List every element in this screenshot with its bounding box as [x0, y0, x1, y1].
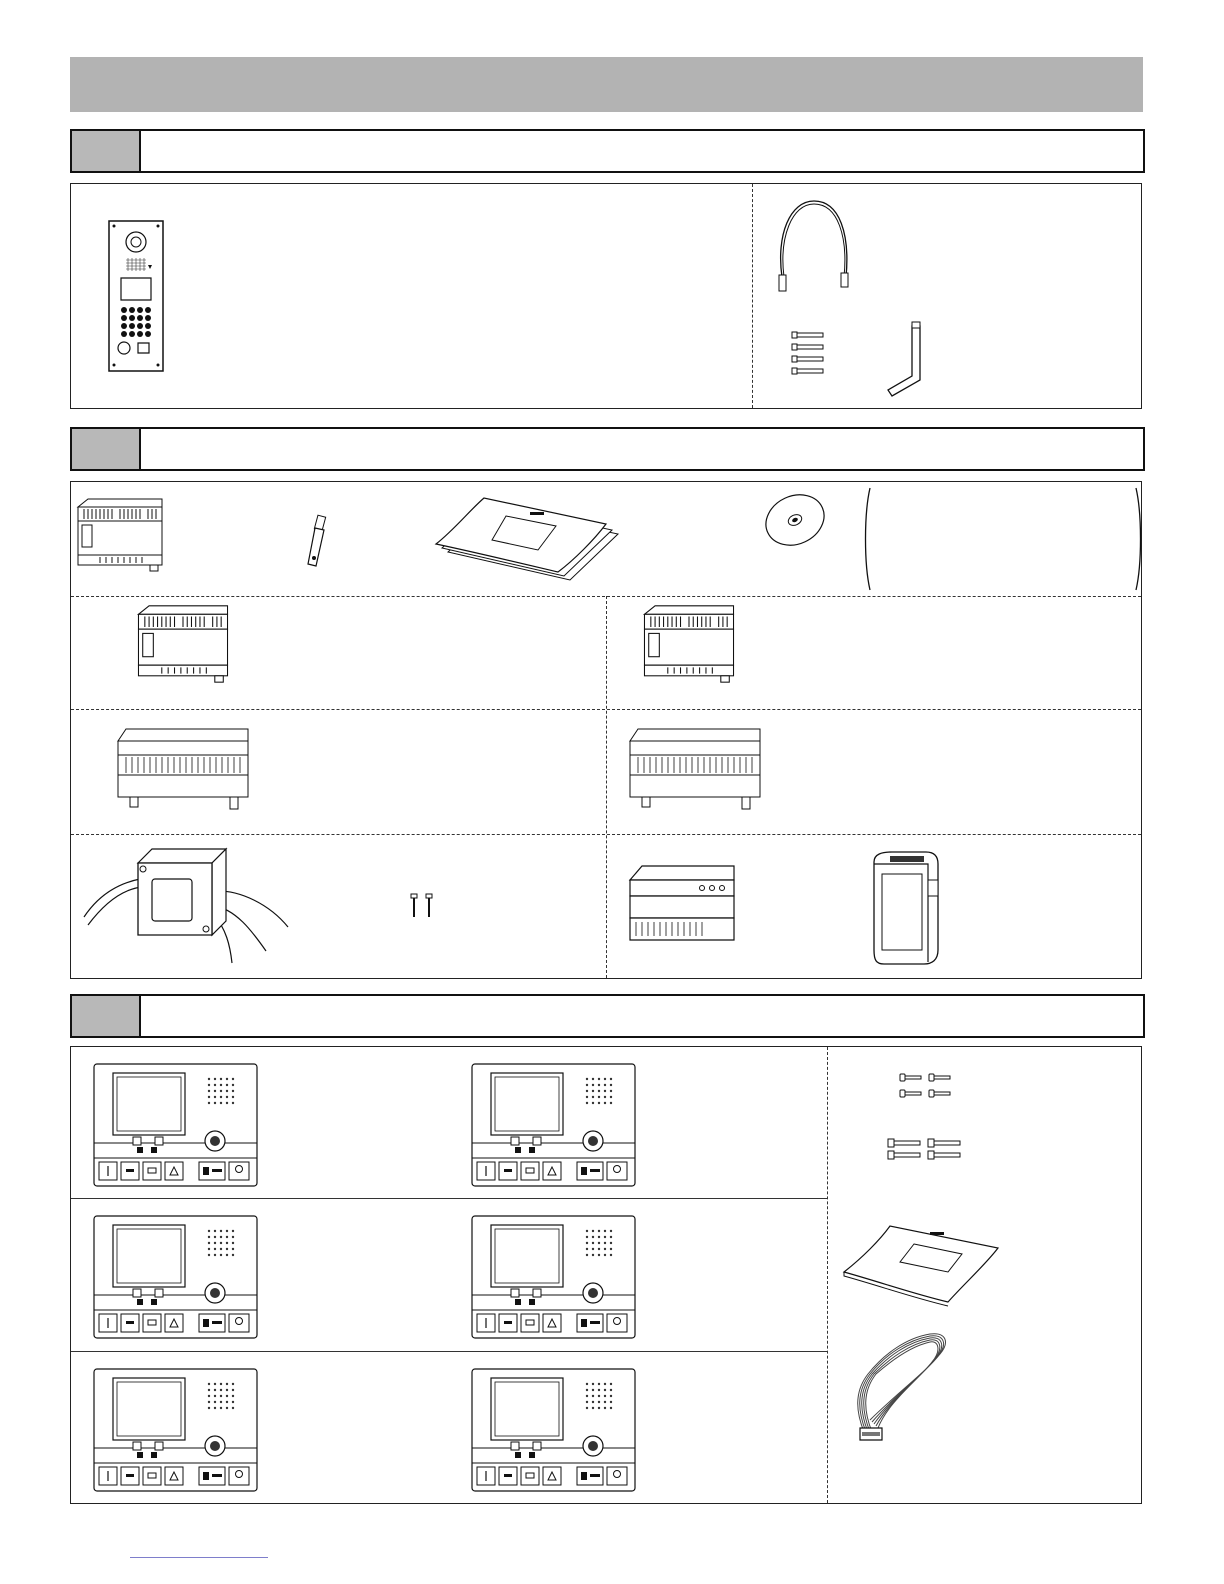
- section-number-tab: [72, 429, 141, 469]
- mounting-screws-illustration: [408, 893, 438, 921]
- control-unit-illustration: [70, 492, 170, 578]
- anchor-screws-illustration: [886, 1137, 964, 1163]
- monitor-manual-illustration: [840, 1222, 1002, 1310]
- distribution-unit-illustration: [620, 720, 770, 820]
- sub-monitor-illustration: [471, 1215, 636, 1340]
- wire-harness-illustration: [846, 1328, 956, 1446]
- door-station-panel: [70, 183, 1142, 409]
- lever-tool-illustration: [300, 514, 332, 568]
- control-unit-illustration: [636, 600, 742, 688]
- cd-rom-illustration: [762, 490, 828, 550]
- control-unit-illustration: [130, 600, 236, 688]
- screws-illustration: [790, 330, 826, 378]
- section-number-tab: [72, 996, 141, 1036]
- page-title-bar: [70, 57, 1143, 112]
- manual-booklet-illustration: [434, 490, 624, 586]
- power-supply-illustration: [624, 858, 740, 950]
- footer-link-underline: [130, 1557, 268, 1558]
- section-header-monitors: [70, 994, 1145, 1038]
- master-monitor-illustration: [471, 1063, 636, 1188]
- sub-monitor-illustration: [93, 1215, 258, 1340]
- coiled-cable-illustration: [770, 195, 860, 295]
- section-header-adaptors: [70, 427, 1145, 471]
- door-station-illustration: [108, 220, 164, 372]
- bracket-note-illustration: [862, 484, 1146, 594]
- hex-key-illustration: [880, 320, 930, 400]
- camera-adaptor-illustration: [80, 845, 290, 965]
- section-number-tab: [72, 131, 141, 171]
- sub-monitor-illustration: [93, 1368, 258, 1493]
- distribution-unit-illustration: [108, 720, 258, 820]
- junction-box-illustration: [862, 850, 942, 968]
- sub-monitor-illustration: [471, 1368, 636, 1493]
- master-monitor-illustration: [93, 1063, 258, 1188]
- small-screws-illustration: [898, 1072, 954, 1102]
- section-header-door-station: [70, 129, 1145, 173]
